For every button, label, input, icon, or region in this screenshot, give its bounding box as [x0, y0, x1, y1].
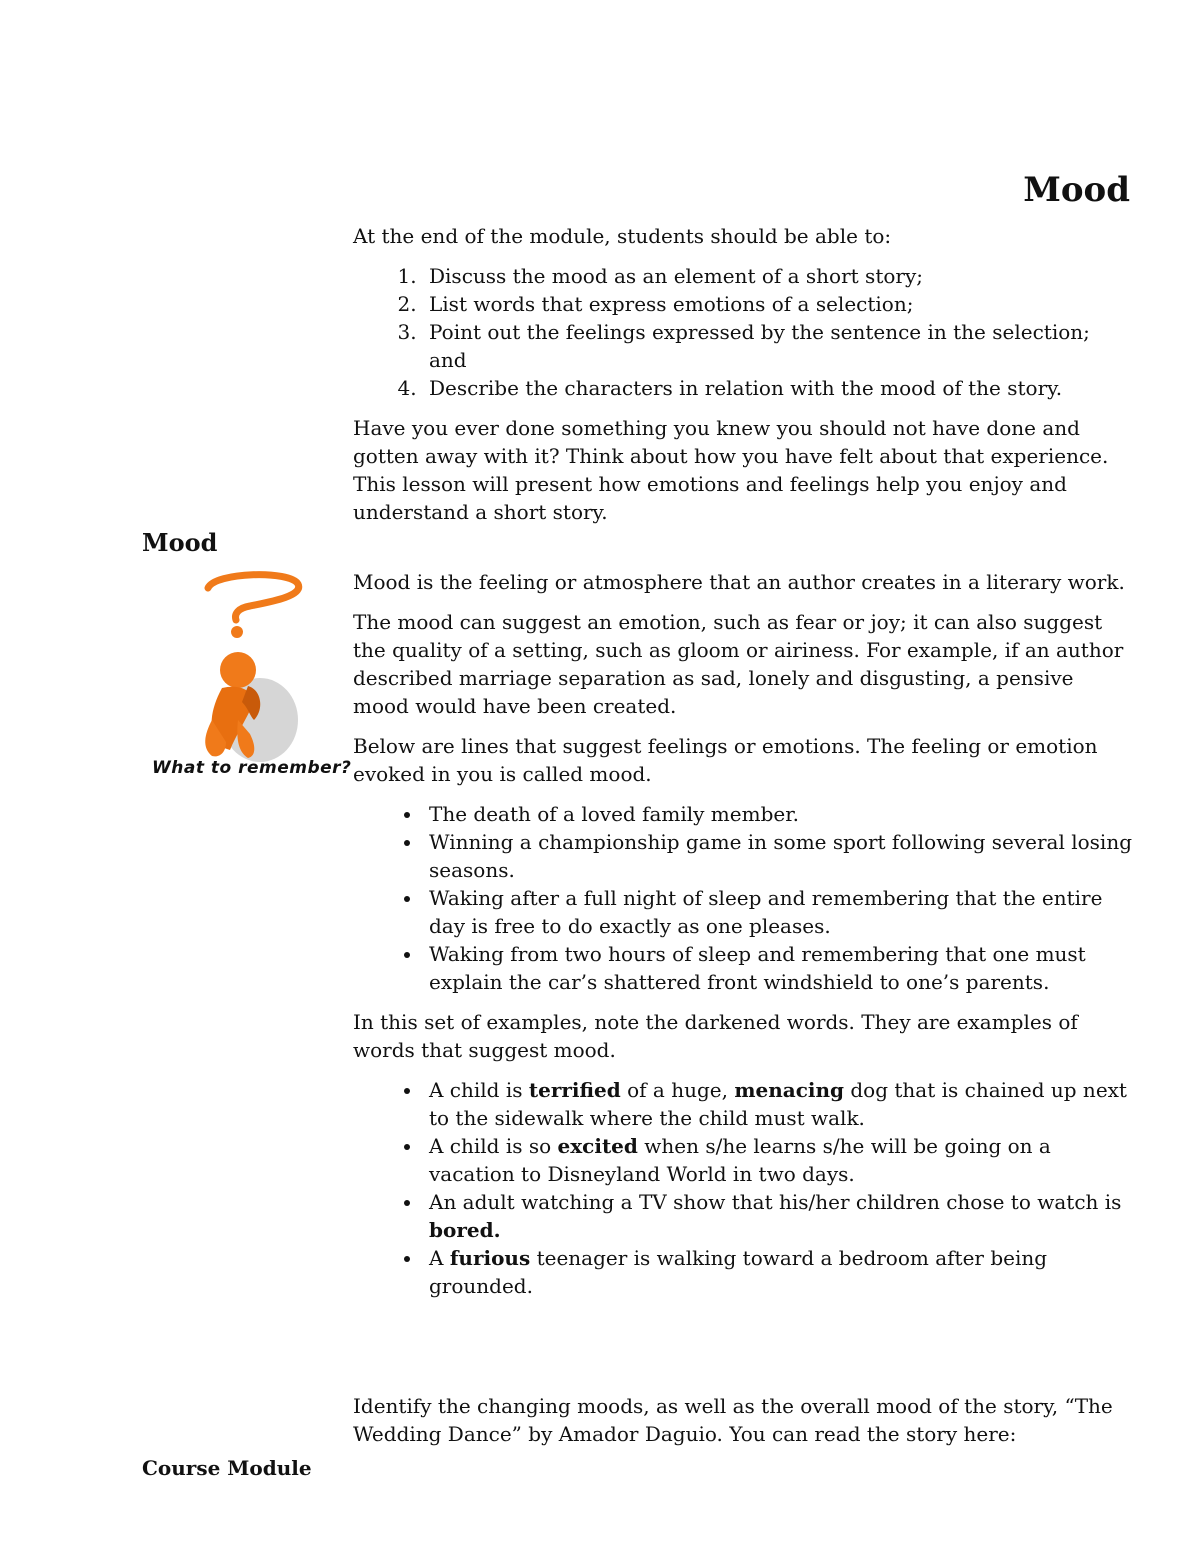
question-mark-dot — [231, 626, 243, 638]
objective-item: 4. Describe the characters in relation with the mood of the story. — [423, 374, 1133, 402]
mood-paragraph-2: The mood can suggest an emotion, such as fear or joy; it can also suggest the quality of a setting, such as gloom or airiness. For example, if an author described marriage separation as sad, lonely and disgusting, a pensive mood would have been created. — [353, 610, 1124, 718]
section-heading: Mood — [142, 528, 218, 557]
text-segment: An adult watching a TV show that his/her children chose to watch is — [429, 1190, 1122, 1214]
darkened-example-item — [423, 1132, 1133, 1188]
text-segment: when s/he learns s/he will be going on a vacation to Disneyland World in two days. — [429, 1134, 1051, 1186]
darkened-example-item — [423, 1188, 1133, 1244]
examples-list — [353, 800, 1133, 996]
intro-paragraph: Have you ever done something you knew you should not have done and gotten away with it? Think about how you have felt about that experience. This lesson will present how emotions and feelings help you enjoy and understand a short story. — [353, 416, 1109, 524]
objectives-block — [353, 222, 1133, 538]
darkened-example-item — [423, 1244, 1133, 1300]
footer-label: Course Module — [142, 1456, 312, 1480]
closing-block — [353, 1392, 1133, 1460]
illustration-caption: What to remember? — [152, 758, 352, 778]
mood-word: bored. — [429, 1218, 501, 1242]
darkened-example-item — [423, 1076, 1133, 1132]
objective-item: 1. Discuss the mood as an element of a short story; — [423, 262, 1133, 290]
mood-paragraph-4: In this set of examples, note the darkened words. They are examples of words that suggest mood. — [353, 1010, 1078, 1062]
objective-item: 2. List words that express emotions of a selection; — [423, 290, 1133, 318]
text-segment: of a huge, — [620, 1078, 735, 1102]
mood-word: excited — [557, 1134, 638, 1158]
thinking-figure-illustration — [150, 570, 340, 790]
objectives-list — [353, 262, 1133, 402]
figure-head — [220, 652, 256, 688]
text-segment: dog that is chained up next to the sidewalk where the child must walk. — [429, 1078, 1127, 1130]
page-title: Mood — [1023, 170, 1130, 210]
text-segment: A child is so — [429, 1134, 558, 1158]
example-item: • The death of a loved family member. — [423, 800, 1133, 828]
mood-definition: Mood is the feeling or atmosphere that an author creates in a literary work. — [353, 570, 1125, 594]
objectives-lead: At the end of the module, students should be able to: — [353, 224, 892, 248]
text-segment: teenager is walking toward a bedroom after being grounded. — [429, 1246, 1048, 1298]
mood-word: menacing — [734, 1078, 844, 1102]
question-mark-icon — [208, 575, 299, 620]
mood-content-block — [353, 568, 1133, 1312]
darkened-examples-list — [353, 1076, 1133, 1300]
example-item: • Winning a championship game in some sport following several losing seasons. — [423, 828, 1133, 884]
closing-paragraph: Identify the changing moods, as well as the overall mood of the story, “The Wedding Dance” by Amador Daguio. You can read the story here: — [353, 1394, 1113, 1446]
objective-item: 3. Point out the feelings expressed by the sentence in the selection; and — [423, 318, 1133, 374]
mood-paragraph-3: Below are lines that suggest feelings or emotions. The feeling or emotion evoked in you is called mood. — [353, 734, 1098, 786]
text-segment: A child is — [429, 1078, 529, 1102]
mood-word: terrified — [528, 1078, 621, 1102]
example-item: • Waking from two hours of sleep and remembering that one must explain the car’s shattered front windshield to one’s parents. — [423, 940, 1133, 996]
mood-word: furious — [449, 1246, 531, 1270]
example-item: • Waking after a full night of sleep and remembering that the entire day is free to do exactly as one pleases. — [423, 884, 1133, 940]
text-segment: A — [429, 1246, 450, 1270]
